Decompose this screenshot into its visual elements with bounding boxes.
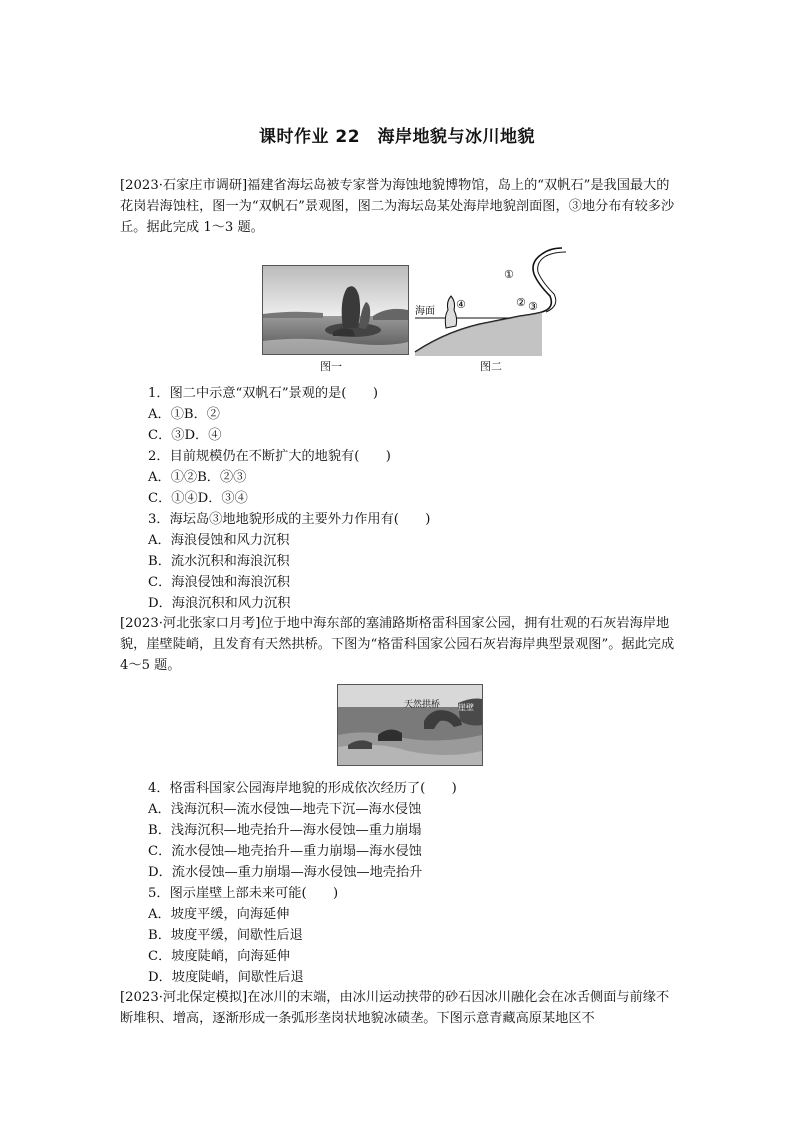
q4-option-b: B．浅海沉积—地壳抬升—海水侵蚀—重力崩塌 — [148, 823, 422, 838]
q5-option-d: D．坡度陡峭，间歇性后退 — [148, 970, 304, 985]
q2-options-cd: C．①④D．③④ — [148, 491, 248, 506]
marker-1: ① — [504, 268, 514, 281]
figure-2-coastal-profile — [410, 244, 570, 356]
q4-stem: 4．格雷科国家公园海岸地貌的形成依次经历了( ) — [148, 781, 457, 796]
passage-2: [2023·河北张家口月考]位于地中海东部的塞浦路斯格雷科国家公园，拥有壮观的石灰岩海岸地貌，崖壁陡峭，且发育有天然拱桥。下图为“格雷科国家公园石灰岩海岸典型景观图”。据此完成 4～5 题。 — [120, 616, 675, 673]
q5-option-a: A．坡度平缓，向海延伸 — [148, 907, 290, 922]
natural-arch-label: 天然拱桥 — [404, 700, 441, 710]
twin-sail-rock-image — [263, 266, 408, 354]
marker-2: ② — [516, 296, 526, 309]
q5-option-b: B．坡度平缓，间歇性后退 — [148, 928, 303, 943]
q3-option-a: A．海浪侵蚀和风力沉积 — [148, 533, 290, 548]
q1-stem: 1．图二中示意“双帆石”景观的是( ) — [148, 386, 378, 401]
q1-options-cd: C．③D．④ — [148, 428, 222, 443]
limestone-coast-image — [338, 685, 482, 765]
q1-options-ab: A．①B．② — [148, 407, 220, 422]
page-title: 课时作业 22 海岸地貌与冰川地貌 — [258, 127, 536, 147]
passage-1: [2023·石家庄市调研]福建省海坛岛被专家誉为海蚀地貌博物馆，岛上的“双帆石”是我国最大的花岗岩海蚀柱，图一为“双帆石”景观图，图二为海坛岛某处海岸地貌剖面图，③地分布有较多沙丘。据此完成 1～3 题。 — [120, 178, 675, 235]
q4-option-a: A．浅海沉积—流水侵蚀—地壳下沉—海水侵蚀 — [148, 802, 422, 817]
q2-options-ab: A．①②B．②③ — [148, 470, 247, 485]
cliff-label: 崖壁 — [458, 703, 474, 712]
marker-4: ④ — [456, 298, 466, 311]
figure-3-photo — [337, 684, 483, 766]
q4-option-c: C．流水侵蚀—地壳抬升—重力崩塌—海水侵蚀 — [148, 844, 422, 859]
passage-3: [2023·河北保定模拟]在冰川的末端，由冰川运动挟带的砂石因冰川融化会在冰舌侧面与前缘不断堆积、增高，逐渐形成一条弧形垄岗状地貌冰碛垄。下图示意青藏高原某地区不 — [120, 990, 670, 1026]
figure-2-caption: 图二 — [480, 360, 502, 373]
q3-option-b: B．流水沉积和海浪沉积 — [148, 554, 290, 569]
q2-stem: 2．目前规模仍在不断扩大的地貌有( ) — [148, 449, 391, 464]
q3-option-d: D．海浪沉积和风力沉积 — [148, 596, 291, 611]
figure-1-photo — [262, 265, 409, 355]
q5-option-c: C．坡度陡峭，向海延伸 — [148, 949, 290, 964]
figure-1-caption: 图一 — [320, 360, 342, 373]
q3-option-c: C．海浪侵蚀和海浪沉积 — [148, 575, 290, 590]
sea-level-label: 海面 — [415, 306, 435, 317]
q5-stem: 5．图示崖壁上部未来可能( ) — [148, 886, 339, 901]
q3-stem: 3．海坛岛③地地貌形成的主要外力作用有( ) — [148, 512, 431, 527]
q4-option-d: D．流水侵蚀—重力崩塌—海水侵蚀—地壳抬升 — [148, 865, 423, 880]
marker-3: ③ — [528, 300, 538, 313]
